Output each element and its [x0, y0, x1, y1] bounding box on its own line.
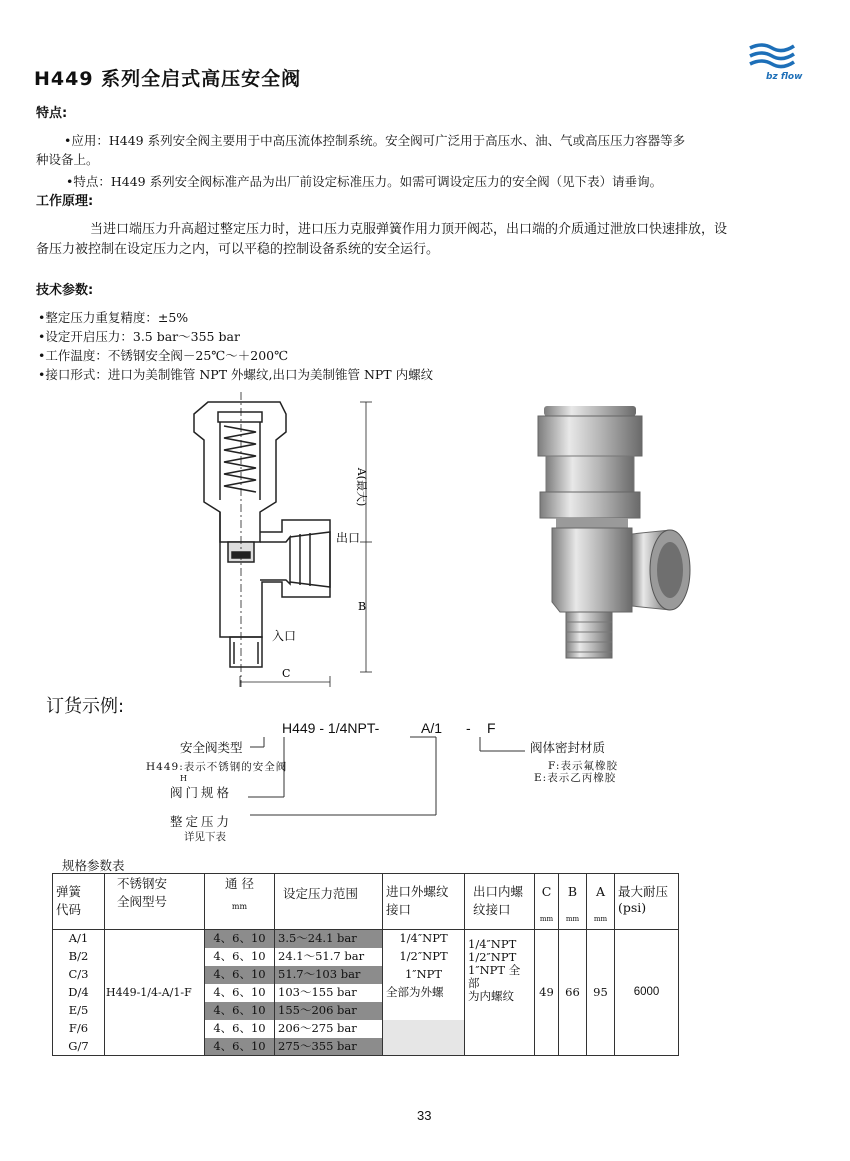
header-c: C: [541, 884, 552, 899]
features-line-2: •特点：H449 系列安全阀标准产品为出厂前设定标准压力。如需可调设定压力的安全阀（见下表）请垂询。: [66, 174, 663, 189]
dim-label-b: B: [358, 600, 367, 613]
cell-inlet: 1/2″NPT: [383, 948, 465, 966]
order-code-part2: A/1: [421, 720, 443, 736]
cell-inlet: 全部为外螺: [383, 984, 465, 1002]
cell-model: H449-1/4-A/1-F: [105, 930, 205, 1056]
outlet-line: 为内螺纹: [468, 989, 514, 1003]
outlet-label: 出口: [336, 531, 361, 545]
cell-code: E/5: [53, 1002, 105, 1020]
outlet-line: 1/2″NPT: [468, 950, 517, 964]
header-c-cell: [535, 874, 559, 930]
outlet-line: 1/4″NPT: [468, 937, 517, 951]
header-b-unit: mm: [565, 915, 580, 923]
spec-table: [52, 873, 679, 1056]
cell-code: G/7: [53, 1038, 105, 1056]
valve-section-drawing: [190, 392, 390, 687]
bzflow-logo: [746, 40, 796, 90]
order-seal-e: E:表示乙丙橡胶: [534, 772, 617, 784]
header-bore: 通 径: [225, 876, 254, 891]
order-size-label: 阀门规格: [170, 785, 233, 800]
header-b-cell: [559, 874, 587, 930]
header-c-unit: mm: [539, 915, 554, 923]
principle-heading: 工作原理:: [36, 194, 94, 209]
header-inlet: 进口外螺纹 接口: [383, 874, 465, 930]
cell-code: C/3: [53, 966, 105, 984]
cell-code: F/6: [53, 1020, 105, 1038]
cell-b: 66: [559, 930, 587, 1056]
order-type-mark: H: [180, 774, 187, 783]
header-bore-cell: [205, 874, 275, 930]
header-a-unit: mm: [593, 915, 608, 923]
cell-range: 155～206 bar: [275, 1002, 383, 1020]
features-heading: 特点:: [36, 106, 68, 121]
spec-table-caption: 规格参数表: [62, 858, 125, 873]
cell-range: 275～355 bar: [275, 1038, 383, 1056]
cell-range: 206～275 bar: [275, 1020, 383, 1038]
outlet-line: 1″NPT 全部: [468, 963, 521, 990]
cell-bore: 4、6、10: [205, 930, 275, 948]
cell-bore: 4、6、10: [205, 948, 275, 966]
tech-list: [38, 308, 433, 384]
cell-bore: 4、6、10: [205, 1020, 275, 1038]
cell-range: 103～155 bar: [275, 984, 383, 1002]
cell-range: 3.5～24.1 bar: [275, 930, 383, 948]
tech-item: •接口形式：进口为美制锥管 NPT 外螺纹,出口为美制锥管 NPT 内螺纹: [38, 367, 434, 382]
page-title: H449 系列全启式高压安全阀: [34, 68, 302, 90]
tech-item: •设定开启压力：3.5 bar～355 bar: [38, 329, 240, 344]
cell-range: 51.7～103 bar: [275, 966, 383, 984]
cell-bore: 4、6、10: [205, 1002, 275, 1020]
cell-bore: 4、6、10: [205, 1038, 275, 1056]
cell-inlet: 1″NPT: [383, 966, 465, 984]
spec-table-header: [53, 874, 679, 930]
order-seal-label: 阀体密封材质: [530, 740, 606, 755]
valve-product-photo: [520, 402, 700, 672]
features-line-1b: 种设备上。: [36, 152, 99, 167]
header-model: 不锈钢安 全阀型号: [105, 874, 205, 930]
tech-heading: 技术参数:: [36, 283, 94, 298]
cell-code: A/1: [53, 930, 105, 948]
cell-code: B/2: [53, 948, 105, 966]
header-max: 最大耐压 (psi): [615, 874, 679, 930]
cell-max: 6000: [615, 930, 679, 1056]
order-code-dash: -: [466, 720, 471, 736]
cell-inlet: 1/4″NPT: [383, 930, 465, 948]
cell-bore: 4、6、10: [205, 984, 275, 1002]
order-type-label: 安全阀类型: [180, 740, 243, 755]
cell-a: 95: [587, 930, 615, 1056]
page-number: 33: [417, 1108, 432, 1123]
logo-text: bz flow: [766, 72, 803, 82]
order-code-part3: F: [487, 720, 496, 736]
dim-label-c: C: [282, 667, 291, 680]
order-pressure-note: 详见下表: [184, 831, 226, 843]
inlet-label: 入口: [272, 629, 297, 643]
cell-inlet: [383, 1020, 465, 1038]
cell-inlet: [383, 1002, 465, 1020]
cell-outlet: [465, 930, 535, 1056]
tech-item: •工作温度：不锈钢安全阀－25℃～＋200℃: [38, 348, 289, 363]
header-a: A: [595, 884, 606, 899]
header-range: 设定压力范围: [275, 874, 383, 930]
header-code: 弹簧 代码: [53, 874, 105, 930]
dim-label-a: A(最大): [355, 467, 368, 507]
order-pressure-label: 整定压力: [170, 814, 233, 829]
header-b: B: [567, 884, 578, 899]
cell-range: 24.1～51.7 bar: [275, 948, 383, 966]
header-a-cell: [587, 874, 615, 930]
tech-item: •整定压力重复精度：±5%: [38, 310, 189, 325]
cell-bore: 4、6、10: [205, 966, 275, 984]
header-bore-unit: mm: [231, 902, 248, 911]
cell-inlet: [383, 1038, 465, 1056]
principle-line-1: 当进口端压力升高超过整定压力时，进口压力克服弹簧作用力顶开阀芯，出口端的介质通过泄放口快速排放，设: [90, 222, 728, 237]
cell-c: 49: [535, 930, 559, 1056]
order-leader-lines: [240, 735, 540, 835]
order-type-desc: H449:表示不锈钢的安全阀: [146, 761, 288, 773]
order-seal-f: F:表示氟橡胶: [548, 760, 618, 772]
header-outlet: 出口内螺 纹接口: [465, 874, 535, 930]
order-code-part1: H449 - 1/4NPT-: [282, 720, 380, 736]
principle-line-2: 备压力被控制在设定压力之内，可以平稳的控制设备系统的安全运行。: [36, 242, 440, 257]
table-row: [53, 930, 679, 948]
features-line-1: •应用：H449 系列安全阀主要用于中高压流体控制系统。安全阀可广泛用于高压水、油、气或高压压力容器等多: [64, 133, 686, 148]
order-heading: 订货示例:: [46, 696, 125, 717]
cell-code: D/4: [53, 984, 105, 1002]
